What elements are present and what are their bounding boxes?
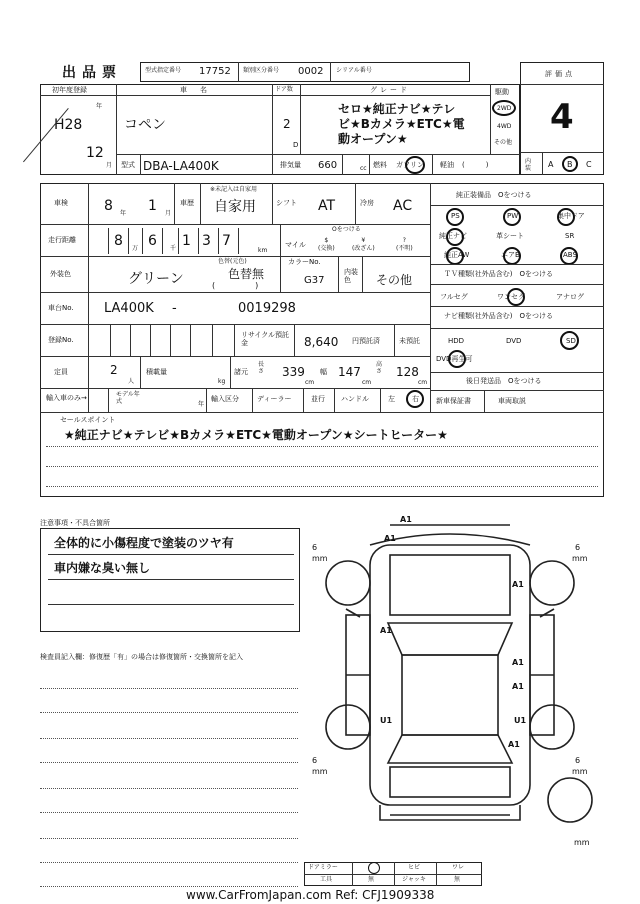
equip-navi: 純正ナビ xyxy=(439,232,467,240)
car-name-label: 車 名 xyxy=(180,86,210,94)
mile-option-unknown: ? (不明) xyxy=(396,237,413,252)
sen-unit: 千 xyxy=(170,245,177,252)
recycle-unpaid: 未預託 xyxy=(399,337,420,345)
chassis-label: 車台No. xyxy=(48,304,74,312)
door-sub: D xyxy=(293,141,299,149)
sheet-title: 出品票 xyxy=(62,65,122,81)
fuel-diesel: 軽油 xyxy=(440,161,454,169)
recycle-unit: 円預託済 xyxy=(352,337,380,345)
note-line-2: 車内嫌な臭い無し xyxy=(54,561,151,575)
sales-text: ★純正ナビ★テレビ★Bカメラ★ETC★電動オープン★シートヒーター★ xyxy=(64,428,448,442)
tv-oneseg: ワンセグ xyxy=(497,293,525,301)
mm-unit: mm xyxy=(572,554,588,563)
cc-unit: cc xyxy=(360,165,367,172)
interior-c: C xyxy=(586,160,592,169)
equip-circle xyxy=(560,247,578,265)
break-label: ワレ xyxy=(452,864,465,871)
notes-label: 注意事項・不具合箇所 xyxy=(40,519,110,527)
mirror-circle xyxy=(368,862,380,874)
load-label: 積載量 xyxy=(146,368,167,376)
grade-line-3: 動オープン★ xyxy=(338,132,408,146)
tv-fullseg: フルセグ xyxy=(440,293,468,301)
equip-circle xyxy=(446,208,464,226)
mm-unit: mm xyxy=(572,767,588,776)
fuel-paren: ( ) xyxy=(462,161,489,169)
category-label: 類別区分番号 xyxy=(243,67,280,74)
mm-unit: mm xyxy=(312,767,328,776)
category-no: 0002 xyxy=(298,66,324,77)
grade-label: グレード xyxy=(370,86,410,94)
roof-panel xyxy=(402,655,498,735)
eval-score: 4 xyxy=(550,97,574,137)
capacity-value: 2 xyxy=(110,363,118,377)
navi-sd: SD xyxy=(566,337,576,345)
interior-label: 内装 xyxy=(525,158,532,173)
damage-mark: A1 xyxy=(512,580,524,589)
tire-depth-fl: 6 xyxy=(312,543,318,552)
model-cert-label: 型式指定番号 xyxy=(145,67,182,74)
handle-selected-circle xyxy=(406,390,424,408)
tools-value: 無 xyxy=(368,876,375,883)
mile-label: マイル xyxy=(285,241,306,249)
wheel-rear-right xyxy=(530,705,574,749)
handle-left: 左 xyxy=(388,395,395,403)
car-damage-diagram xyxy=(300,505,620,855)
interior-color: その他 xyxy=(376,273,413,287)
chassis-prefix: LA400K xyxy=(104,301,154,316)
mm-unit: mm xyxy=(312,554,328,563)
damage-mark: A1 xyxy=(512,682,524,691)
damage-mark: A1 xyxy=(384,534,396,543)
note-line-1: 全体的に小傷程度で塗装のツヤ有 xyxy=(54,536,234,550)
equip-ps: PS xyxy=(451,212,460,220)
ac-value: AC xyxy=(393,198,413,214)
door-label: ドア数 xyxy=(275,86,293,93)
drive-label: 駆動 xyxy=(495,88,509,96)
month-unit: 月 xyxy=(106,162,113,169)
recycle-label: リサイクル預託金 xyxy=(241,331,290,348)
damage-mark: U1 xyxy=(380,716,393,725)
damage-mark: A1 xyxy=(380,626,392,635)
interior-color-label: 内装色 xyxy=(344,268,358,285)
chassis-dash: - xyxy=(172,301,177,316)
mileage-digit: 6 xyxy=(148,233,157,249)
inspect-label: 車検 xyxy=(54,199,68,207)
trunk-panel xyxy=(390,767,510,797)
width-label: 幅 xyxy=(320,368,327,376)
wheel-front-right xyxy=(530,561,574,605)
later-title: 後日発送品 Oをつける xyxy=(466,377,542,385)
first-reg-label: 初年度登録 xyxy=(52,86,87,94)
damage-mark: A1 xyxy=(400,515,412,524)
mirror-label: ドアミラー xyxy=(308,864,338,871)
mile-option-exchange: $ (交換) xyxy=(318,237,335,252)
crack-label: ヒビ xyxy=(408,864,421,871)
interior-a: A xyxy=(548,160,554,169)
height-label: 高さ xyxy=(376,361,383,375)
year-unit: 年 xyxy=(96,103,103,110)
wheel-front-left xyxy=(326,561,370,605)
history-note: ※未記入は自家用 xyxy=(210,186,258,193)
mileage-digit: 3 xyxy=(202,233,211,249)
windshield xyxy=(388,623,512,655)
equip-circle xyxy=(446,228,464,246)
later-warranty: 新車保証書 xyxy=(436,397,471,405)
capacity-label: 定員 xyxy=(54,368,68,376)
color-change-label: 色替(元色) xyxy=(218,258,247,265)
person-unit: 人 xyxy=(128,378,135,385)
first-reg-month: 12 xyxy=(86,145,104,161)
color-value: グリーン xyxy=(128,271,184,287)
mm-unit: mm xyxy=(574,838,590,847)
fuel-label: 燃料 xyxy=(373,161,387,169)
length-label: 長さ xyxy=(258,361,265,375)
later-manual: 車両取説 xyxy=(498,397,526,405)
navi-dvd: DVD xyxy=(506,337,522,345)
mile-option-tamper: ¥ (改ざん) xyxy=(352,237,375,252)
equip-sr: SR xyxy=(565,232,575,240)
damage-mark: U1 xyxy=(514,716,527,725)
hood-panel xyxy=(390,555,510,615)
drive-selected-circle xyxy=(492,100,516,116)
mileage-label: 走行距離 xyxy=(48,236,76,244)
handle-label: ハンドル xyxy=(341,395,369,403)
grade-line-1: セロ★純正ナビ★テレ xyxy=(338,102,456,116)
inspect-month: 1 xyxy=(148,198,157,214)
shift-label: シフト xyxy=(276,199,297,207)
shift-value: AT xyxy=(318,198,336,214)
spare-wheel xyxy=(548,778,592,822)
door-count: 2 xyxy=(283,117,291,131)
dims-label: 諸元 xyxy=(234,368,248,376)
jack-label: ジャッキ xyxy=(402,876,426,883)
jack-value: 無 xyxy=(454,876,461,883)
equip-circle xyxy=(503,247,521,265)
reg-label: 登録No. xyxy=(48,336,74,344)
displacement: 660 xyxy=(318,160,338,171)
equip-circle xyxy=(503,208,521,226)
equip-circle xyxy=(446,247,464,265)
color-no-label: カラーNo. xyxy=(288,258,321,266)
rear-window xyxy=(388,735,512,763)
chassis-no: 0019298 xyxy=(238,301,296,316)
mileage-digit: 1 xyxy=(182,233,191,249)
kg-unit: kg xyxy=(218,378,226,385)
recycle-amount: 8,640 xyxy=(304,335,339,349)
tools-label: 工具 xyxy=(320,876,333,883)
history-value: 自家用 xyxy=(214,199,256,215)
navi-hdd: HDD xyxy=(448,337,465,345)
equip-leather: 革シート xyxy=(496,232,524,240)
wheel-rear-left xyxy=(326,705,370,749)
import-label: 輸入車のみ→ xyxy=(46,394,87,402)
equip-airbag: エアB xyxy=(501,251,520,259)
damage-mark: A1 xyxy=(508,740,520,749)
model-code: DBA-LA400K xyxy=(143,159,219,173)
length-cm: cm xyxy=(305,379,315,386)
tire-depth-rl: 6 xyxy=(312,756,318,765)
equipment-title: 純正装備品 Oをつける xyxy=(456,191,532,199)
tire-depth-rr: 6 xyxy=(575,756,581,765)
history-label: 車歴 xyxy=(180,199,194,207)
tv-selected-circle xyxy=(507,288,525,306)
first-reg-year: H28 xyxy=(54,117,83,133)
ac-label: 冷房 xyxy=(360,199,374,207)
tv-title: ＴＶ種類(社外品含む) Oをつける xyxy=(444,270,553,278)
watermark-text: www.CarFromJapan.com Ref: CFJ1909338 xyxy=(186,888,435,902)
equip-circle xyxy=(557,208,575,226)
km-unit: km xyxy=(258,247,268,254)
equip-aw: 純正AW xyxy=(444,251,470,259)
inspect-year: 8 xyxy=(104,198,113,214)
import-dealer: ディーラー xyxy=(257,395,292,403)
color-change-value: 色替無 xyxy=(228,267,265,281)
navi-title: ナビ種類(社外品含む) Oをつける xyxy=(444,312,553,320)
color-no: G37 xyxy=(304,275,325,286)
inspect-month-unit: 月 xyxy=(165,210,172,217)
model-year-unit: 年 xyxy=(198,401,205,408)
width-cm: cm xyxy=(362,379,372,386)
fuel-selected-circle xyxy=(405,156,425,174)
model-cert-no: 17752 xyxy=(199,66,231,77)
height-cm: cm xyxy=(418,379,428,386)
equip-abs: ABS xyxy=(563,251,577,259)
drive-4wd: 4WD xyxy=(497,123,512,130)
drive-2wd: 2WD xyxy=(497,105,512,112)
rear-bumper xyxy=(380,805,520,820)
interior-b: B xyxy=(567,160,573,169)
mileage-digit: 8 xyxy=(114,233,123,249)
tv-analog: アナログ xyxy=(556,293,584,301)
serial-label: シリアル番号 xyxy=(336,67,372,74)
model-year-label: モデル年式 xyxy=(116,391,140,406)
damage-mark: A1 xyxy=(512,658,524,667)
mile-o-label: Oをつける xyxy=(332,226,361,233)
car-outline xyxy=(370,545,530,805)
equip-central-lock: 集中ドア xyxy=(557,212,585,220)
man-unit: 万 xyxy=(132,245,139,252)
eval-label: 評価点 xyxy=(545,70,575,78)
sales-label: セールスポイント xyxy=(60,416,116,424)
dvd-play-circle xyxy=(448,350,466,368)
fuel-gas: ガソリン xyxy=(396,161,424,169)
color-label: 外装色 xyxy=(50,270,71,278)
drive-other: その他 xyxy=(494,139,513,146)
interior-selected-circle xyxy=(562,156,578,172)
tire-depth-fr: 6 xyxy=(575,543,581,552)
model-label: 型式 xyxy=(121,161,135,169)
inspect-year-unit: 年 xyxy=(120,210,127,217)
color-change-paren: ( ) xyxy=(212,281,263,290)
width-value: 147 xyxy=(338,365,361,379)
car-name: コペン xyxy=(124,117,166,133)
displacement-label: 排気量 xyxy=(280,161,301,169)
import-parallel: 並行 xyxy=(311,395,325,403)
navi-selected-circle xyxy=(560,331,579,350)
handle-right: 右 xyxy=(412,395,419,403)
length-value: 339 xyxy=(282,365,305,379)
import-type-label: 輸入区分 xyxy=(211,395,239,403)
inspector-label: 検査員記入欄：修復歴「有」の場合は修復箇所・交換箇所を記入 xyxy=(40,653,243,661)
grade-line-2: ビ★Bカメラ★ETC★電 xyxy=(338,117,465,131)
dvd-play: DVD再生可 xyxy=(436,355,473,363)
height-value: 128 xyxy=(396,365,419,379)
equip-pw: PW xyxy=(507,212,519,220)
mileage-digit: 7 xyxy=(222,233,231,249)
